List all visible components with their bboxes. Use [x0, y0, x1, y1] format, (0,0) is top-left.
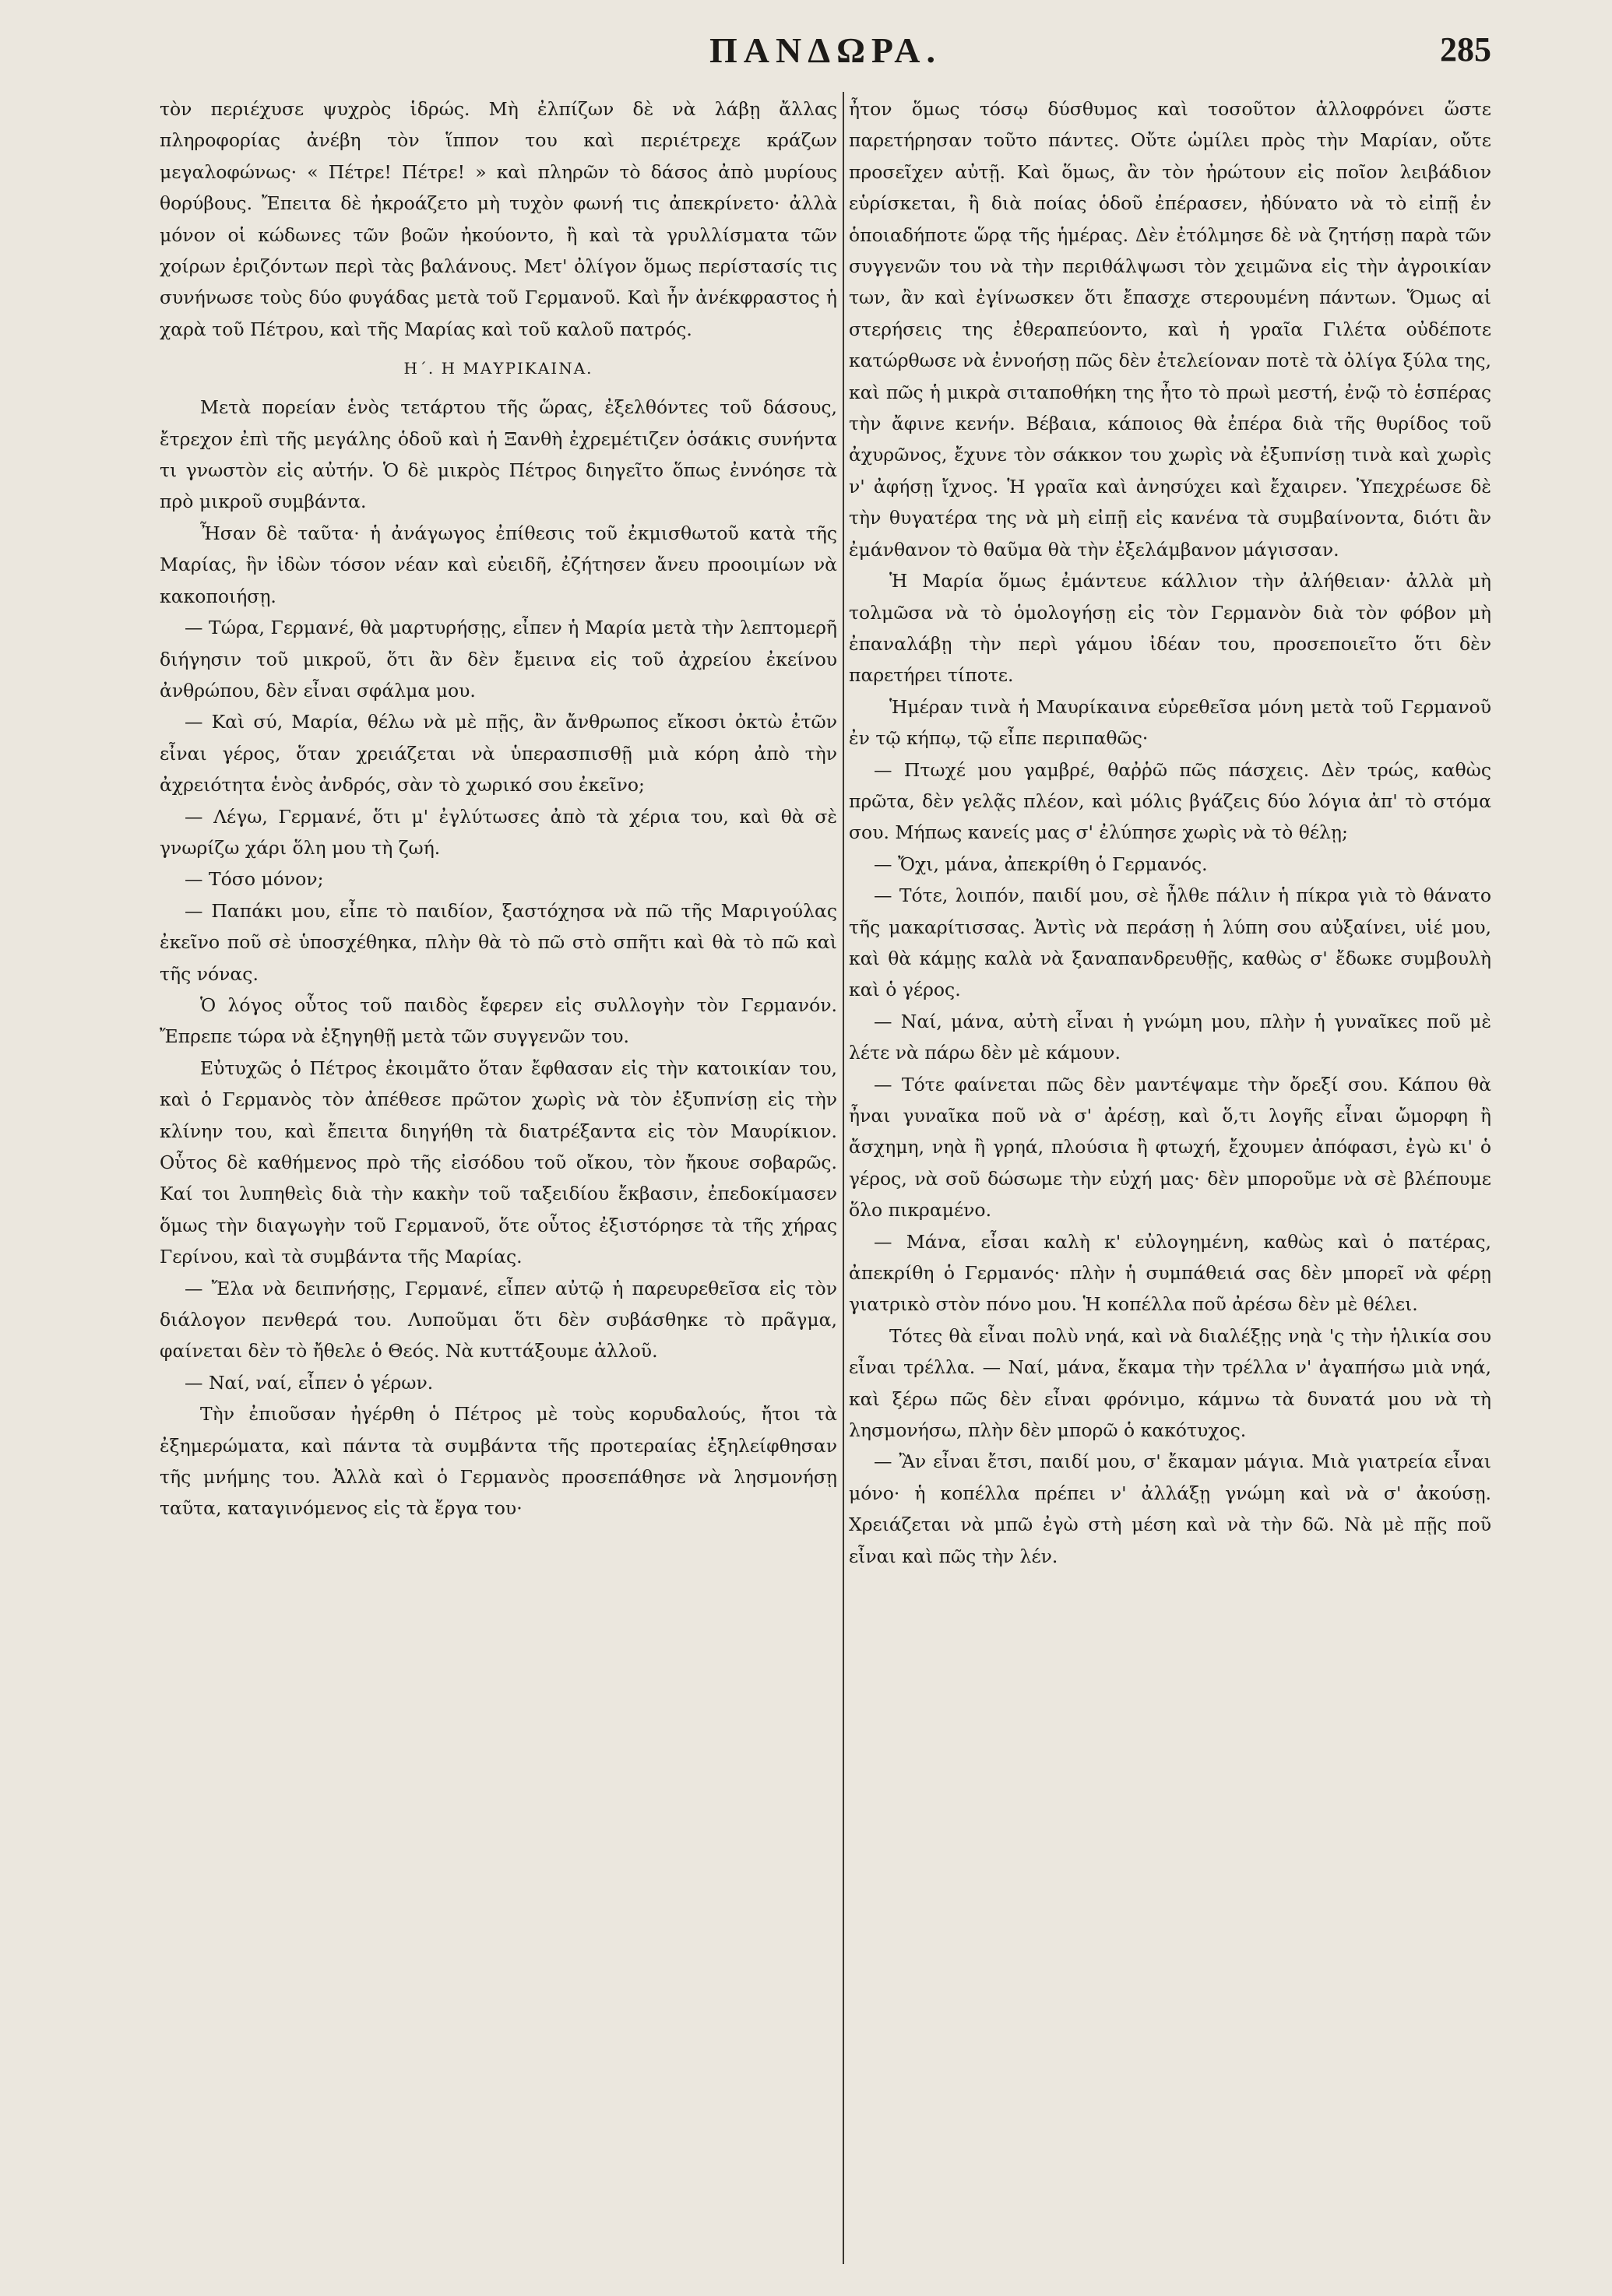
right-column [849, 93, 1491, 2266]
column-divider [843, 92, 844, 2264]
dialogue-paragraph: — Λέγω, Γερμανέ, ὅτι μ' ἐγλύτωσες ἀπὸ τὰ χέρια του, καὶ θὰ σὲ γνωρίζω χάρι ὅλη μου τὴ ζωή. [160, 805, 837, 859]
paragraph: Μετὰ πορείαν ἑνὸς τετάρτου τῆς ὥρας, ἐξελθόντες τοῦ δάσους, ἔτρεχον ἐπὶ τῆς μεγάλης ὁδοῦ καὶ ἡ Ξανθὴ ἐχρεμέτιζεν ὁσάκις συνήντα τι γνωστὸν εἰς αὐτήν. Ὁ δὲ μικρὸς Πέτρος διηγεῖτο ὅπως ἐννόησε τὰ πρὸ μικροῦ συμβάντα. [160, 396, 837, 513]
dialogue-paragraph: — Τότε φαίνεται πῶς δὲν μαντέψαμε τὴν ὄρεξί σου. Κάπου θὰ ἦναι γυναῖκα ποῦ νὰ σ' ἀρέσῃ, καὶ ὅ,τι λογῆς εἶναι ὤμορφη ἢ ἄσχημη, νηὰ ἢ γρηά, πλούσια ἢ φτωχή, ἔχουμεν ἀπόφασι, ἐγὼ κι' ὁ γέρος, νὰ σοῦ δώσωμε τὴν εὐχή μας· δὲν μποροῦμε νὰ σὲ βλέπουμε ὅλο πικραμένο. [849, 1073, 1491, 1222]
paragraph: Εὐτυχῶς ὁ Πέτρος ἐκοιμᾶτο ὅταν ἔφθασαν εἰς τὴν κατοικίαν του, καὶ ὁ Γερμανὸς τὸν ἀπέθεσε πρῶτον χωρὶς νὰ τὸν ἐξυπνίσῃ εἰς τὴν κλίνην του, καὶ ἔπειτα διηγήθη τὰ διατρέξαντα εἰς τὸν Μαυρίκιον. Οὗτος δὲ καθήμενος πρὸ τῆς εἰσόδου τοῦ οἴκου, τὸν ἤκουε σοβαρῶς. Καί τοι λυπηθεὶς διὰ τὴν κακὴν τοῦ ταξειδίου ἔκβασιν, ἐπεδοκίμασεν ὅμως τὴν διαγωγὴν τοῦ Γερμανοῦ, ὅτε οὗτος ἐξιστόρησε τὰ τῆς χήρας Γερίνου, καὶ τὰ συμβάντα τῆς Μαρίας. [160, 1057, 837, 1268]
paragraph: Ἡ Μαρία ὅμως ἐμάντευε κάλλιον τὴν ἀλήθειαν· ἀλλὰ μὴ τολμῶσα νὰ τὸ ὁμολογήσῃ εἰς τὸν Γερμανὸν διὰ τὸν φόβον μὴ ἐπαναλάβῃ τὴν περὶ γάμου ἰδέαν του, προσεποιεῖτο ὅτι δὲν παρετήρει τίποτε. [849, 570, 1491, 687]
page-number: 285 [1440, 30, 1491, 69]
dialogue-paragraph: — Καὶ σύ, Μαρία, θέλω νὰ μὲ πῇς, ἂν ἄνθρωπος εἴκοσι ὀκτὼ ἐτῶν εἶναι γέρος, ὅταν χρειάζεται νὰ ὑπερασπισθῇ μιὰ κόρη ἀπὸ τὴν ἀχρειότητα ἑνὸς ἀνδρός, σὰν τὸ χωρικό σου ἐκεῖνο; [160, 711, 837, 796]
dialogue-paragraph: — Τώρα, Γερμανέ, θὰ μαρτυρήσῃς, εἶπεν ἡ Μαρία μετὰ τὴν λεπτομερῆ διήγησιν τοῦ μικροῦ, ὅτι ἂν δὲν ἔμεινα εἰς τοῦ ἀχρείου ἐκείνου ἀνθρώπου, δὲν εἶναι σφάλμα μου. [160, 617, 837, 701]
dialogue-paragraph: — Ἂν εἶναι ἔτσι, παιδί μου, σ' ἔκαμαν μάγια. Μιὰ γιατρεία εἶναι μόνο· ἡ κοπέλλα πρέπει ν' ἀλλάξῃ γνώμη καὶ νὰ σ' ἀκούσῃ. Χρειάζεται νὰ μπῶ ἐγὼ στὴ μέση καὶ νὰ τὴν δῶ. Νὰ μὲ πῇς ποῦ εἶναι καὶ πῶς τὴν λέν. [849, 1450, 1491, 1567]
dialogue-paragraph: — Ἔλα νὰ δειπνήσῃς, Γερμανέ, εἶπεν αὐτῷ ἡ παρευρεθεῖσα εἰς τὸν διάλογον πενθερά του. Λυποῦμαι ὅτι δὲν συβάσθηκε τὸ πρᾶγμα, φαίνεται δὲν τὸ ἤθελε ὁ Θεός. Νὰ κυττάξουμε ἀλλοῦ. [160, 1277, 837, 1362]
paragraph: Τὴν ἐπιοῦσαν ἠγέρθη ὁ Πέτρος μὲ τοὺς κορυδαλούς, ἤτοι τὰ ἐξημερώματα, καὶ πάντα τὰ συμβάντα τῆς προτεραίας ἐξηλείφθησαν τῆς μνήμης του. Ἀλλὰ καὶ ὁ Γερμανὸς προσεπάθησε νὰ λησμονήσῃ ταῦτα, καταγινόμενος εἰς τὰ ἔργα του· [160, 1403, 837, 1520]
dialogue-paragraph: — Τότε, λοιπόν, παιδί μου, σὲ ἦλθε πάλιν ἡ πίκρα γιὰ τὸ θάνατο τῆς μακαρίτισσας. Ἀντὶς νὰ περάσῃ ἡ λύπη σου αὐξαίνει, υἱέ μου, καὶ θὰ κάμῃς καλὰ νὰ ξαναπανδρευθῇς, καθὼς σ' ἔδωκε συμβουλὴ καὶ ὁ γέρος. [849, 884, 1491, 1001]
dialogue-paragraph: — Μάνα, εἶσαι καλὴ κ' εὐλογημένη, καθὼς καὶ ὁ πατέρας, ἀπεκρίθη ὁ Γερμανός· πλὴν ἡ συμπάθειά σας δὲν μπορεῖ νὰ φέρῃ γιατρικὸ στὸν πόνο μου. Ἡ κοπέλλα ποῦ ἀρέσω δὲν μὲ θέλει. [849, 1230, 1491, 1316]
paragraph: Ἦσαν δὲ ταῦτα· ἡ ἀνάγωγος ἐπίθεσις τοῦ ἐκμισθωτοῦ κατὰ τῆς Μαρίας, ἣν ἰδὼν τόσον νέαν καὶ εὐειδῆ, ἐζήτησεν ἄνευ προοιμίων νὰ κακοποιήσῃ. [160, 522, 837, 607]
paragraph: ἦτον ὅμως τόσῳ δύσθυμος καὶ τοσοῦτον ἀλλοφρόνει ὥστε παρετήρησαν τοῦτο πάντες. Οὔτε ὡμίλει πρὸς τὴν Μαρίαν, οὔτε προσεῖχεν αὐτῇ. Καὶ ὅμως, ἂν τὸν ἠρώτουν εἰς ποῖον λειβάδιον εὑρίσκεται, ἢ διὰ ποίας ὁδοῦ ἐπέρασεν, ἠδύνατο νὰ τὸ εἰπῇ ἐν ὁποιαδήποτε ὥρᾳ τῆς ἡμέρας. Δὲν ἐτόλμησε δὲ νὰ ζητήσῃ παρὰ τῶν συγγενῶν του νὰ τὴν περιθάλψωσι τὸν χειμῶνα εἰς τὴν ἀγροικίαν των, ἂν καὶ ἐγίνωσκεν ὅτι ἔπασχε στερουμένη πάντων. Ὅμως αἱ στερήσεις της ἐθεραπεύοντο, καὶ ἡ γραῖα Γιλέτα οὐδέποτε κατώρθωσε νὰ ἐννοήσῃ πῶς δὲν ἐτελείοναν ποτὲ τὰ ὀλίγα ξύλα της, καὶ πῶς ἡ μικρὰ σιταποθήκη της ἦτο τὸ πρωὶ μεστή, ἐνῷ τὸ ἑσπέρας τὴν ἄφινε κενήν. Βέβαια, κάποιος θὰ ἐπέρα διὰ τῆς θυρίδος τοῦ ἀχυρῶνος, ἔχυνε τὸν σάκκον του χωρὶς νὰ ἐξυπνίσῃ τινὰ καὶ χωρὶς ν' ἀφήσῃ ἴχνος. Ἡ γραῖα καὶ ἀνησύχει καὶ ἔχαιρεν. Ὑπεχρέωσε δὲ τὴν θυγατέρα της νὰ μὴ εἰπῇ εἰς κανένα τὰ συμβαίνοντα, διότι ἂν ἐμάνθανον τὸ θαῦμα θὰ τὴν ἐξελάμβανον μάγισσαν. [849, 98, 1491, 561]
dialogue-paragraph: — Ναί, μάνα, αὐτὴ εἶναι ἡ γνώμη μου, πλὴν ἡ γυναῖκες ποῦ μὲ λέτε νὰ πάρω δὲν μὲ κάμουν. [849, 1010, 1491, 1064]
dialogue-paragraph: — Παπάκι μου, εἶπε τὸ παιδίον, ξαστόχησα νὰ πῶ τῆς Μαριγούλας ἐκεῖνο ποῦ σὲ ὑποσχέθηκα, πλὴν θὰ τὸ πῶ στὸ σπῆτι καὶ θὰ τὸ πῶ καὶ τῆς νόνας. [160, 899, 837, 985]
dialogue-paragraph: — Ναί, ναί, εἶπεν ὁ γέρων. [185, 1371, 434, 1394]
page-header [160, 30, 1491, 84]
paragraph: Τότες θὰ εἶναι πολὺ νηά, καὶ νὰ διαλέξῃς νηὰ 'ς τὴν ἡλικία σου εἶναι τρέλλα. — Ναί, μάνα, ἔκαμα τὴν τρέλλα ν' ἀγαπήσω μιὰ νηά, καὶ ξέρω πῶς δὲν εἶναι φρόνιμο, κάμνω τὰ δυνατά μου νὰ τὴ λησμονήσω, πλὴν δὲν μπορῶ ὁ κακότυχος. [849, 1324, 1491, 1442]
section-heading: Η΄. Η ΜΑΥΡΙΚΑΙΝΑ. [403, 359, 593, 378]
paragraph: Ἡμέραν τινὰ ἡ Μαυρίκαινα εὑρεθεῖσα μόνη μετὰ τοῦ Γερμανοῦ ἐν τῷ κήπῳ, τῷ εἶπε περιπαθῶς· [849, 695, 1491, 750]
dialogue-paragraph: — Πτωχέ μου γαμβρέ, θαῤῥῶ πῶς πάσχεις. Δὲν τρώς, καθὼς πρῶτα, δὲν γελᾷς πλέον, καὶ μόλις βγάζεις δύο λόγια ἀπ' τὸ στόμα σου. Μήπως κανείς μας σ' ἐλύπησε χωρὶς νὰ τὸ θέλῃ; [849, 758, 1491, 844]
running-title: ΠΑΝΔΩΡΑ. [709, 30, 942, 70]
paragraph: τὸν περιέχυσε ψυχρὸς ἱδρώς. Μὴ ἐλπίζων δὲ νὰ λάβῃ ἄλλας πληροφορίας ἀνέβη τὸν ἵππον του καὶ περιέτρεχε κράζων μεγαλοφώνως· « Πέτρε! Πέτρε! » καὶ πληρῶν τὸ δάσος ἀπὸ μυρίους θορύβους. Ἔπειτα δὲ ἠκροάζετο μὴ τυχὸν φωνή τις ἀπεκρίνετο· ἀλλὰ μόνον οἱ κώδωνες τῶν βοῶν ἠκούοντο, ἢ καὶ τὰ γρυλλίσματα τῶν χοίρων ἐριζόντων περὶ τὰς βαλάνους. Μετ' ὀλίγον ὅμως περίστασίς τις συνήνωσε τοὺς δύο φυγάδας μετὰ τοῦ Γερμανοῦ. Καὶ ἦν ἀνέκφραστος ἡ χαρὰ τοῦ Πέτρου, καὶ τῆς Μαρίας καὶ τοῦ καλοῦ πατρός. [160, 98, 837, 340]
dialogue-paragraph: — Τόσο μόνον; [185, 868, 324, 891]
dialogue-paragraph: — Ὄχι, μάνα, ἀπεκρίθη ὁ Γερμανός. [874, 853, 1208, 875]
left-column [160, 93, 837, 2266]
paragraph: Ὁ λόγος οὗτος τοῦ παιδὸς ἔφερεν εἰς συλλογὴν τὸν Γερμανόν. Ἔπρεπε τώρα νὰ ἐξηγηθῇ μετὰ τῶν συγγενῶν του. [160, 993, 837, 1048]
